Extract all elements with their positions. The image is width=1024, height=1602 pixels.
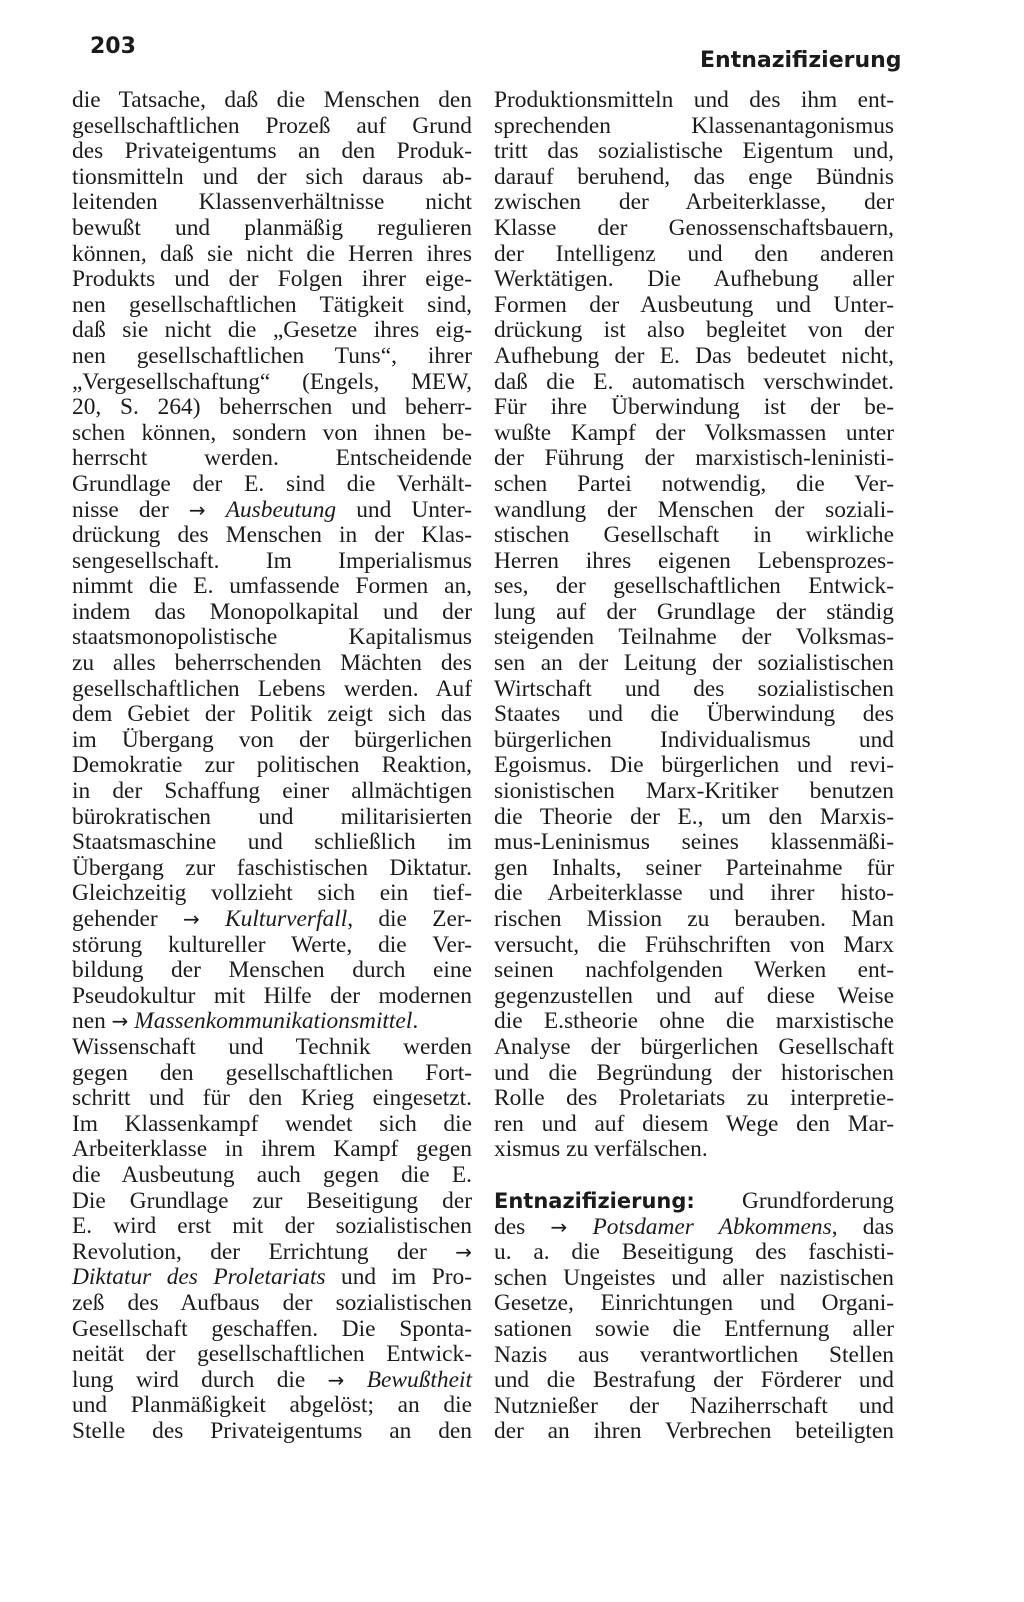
entry-term: Entnazifizierung: (494, 1188, 695, 1213)
text-line: versucht, die Frühschriften von Marx (494, 931, 894, 958)
cross-reference-arrow-icon: → (188, 497, 206, 522)
text-line: nimmt die E. umfassende Formen an, (72, 573, 472, 600)
right-column (494, 88, 894, 1445)
text-line: wandlung der Menschen der soziali- (494, 496, 894, 523)
text-fragment: , die Zer- (347, 906, 472, 932)
text-fragment: , das (831, 1213, 894, 1240)
cross-reference-arrow-icon: → (111, 1009, 129, 1034)
text-line: und die Bestrafung der Förderer und (494, 1367, 894, 1394)
text-fragment: Grundforderung (742, 1187, 894, 1214)
text-line: Klasse der Genossenschaftsbauern, (494, 214, 894, 241)
text-line: zeß des Aufbaus der sozialistischen (72, 1289, 472, 1316)
text-line: schen Partei notwendig, die Ver- (494, 470, 894, 497)
text-line: ses, der gesellschaftlichen Entwick- (494, 573, 894, 600)
text-line: Pseudokultur mit Hilfe der modernen (72, 982, 472, 1009)
text-line: und Planmäßigkeit abgelöst; an die (72, 1392, 472, 1419)
text-line: Formen der Ausbeutung und Unter- (494, 291, 894, 318)
text-fragment: nisse der (72, 496, 169, 523)
text-line: Arbeiterklasse in ihrem Kampf gegen (72, 1136, 472, 1163)
text-line: Demokratie zur politischen Reaktion, (72, 752, 472, 779)
text-line: bürgerlichen Individualismus und (494, 726, 894, 753)
text-line: Aufhebung der E. Das bedeutet nicht, (494, 342, 894, 369)
text-line: die Theorie der E., um den Marxis- (494, 803, 894, 830)
text-line: Wissenschaft und Technik werden (72, 1033, 472, 1060)
text-line: Rolle des Proletariats zu interpretie- (494, 1085, 894, 1112)
text-line: 20, S. 264) beherrschen und beherr- (72, 394, 472, 421)
cross-reference-arrow-icon: → (550, 1214, 568, 1239)
text-line: tritt das sozialistische Eigentum und, (494, 138, 894, 165)
text-line: Im Klassenkampf wendet sich die (72, 1110, 472, 1137)
text-line: wußte Kampf der Volksmassen unter (494, 419, 894, 446)
text-line: bewußt und planmäßig regulieren (72, 214, 472, 241)
text-line: daß die E. automatisch verschwindet. (494, 368, 894, 395)
text-line: gesellschaftlichen Prozeß auf Grund (72, 112, 472, 139)
text-line: leitenden Klassenverhältnisse nicht (72, 189, 472, 216)
text-line: nen gesellschaftlichen Tätigkeit sind, (72, 291, 472, 318)
text-line-with-reference (494, 1215, 894, 1241)
text-line-with-reference (72, 907, 472, 933)
text-line: E. wird erst mit der sozialistischen (72, 1213, 472, 1240)
text-fragment: gehender (72, 906, 158, 932)
text-line: zu alles beherrschenden Mächten des (72, 650, 472, 677)
text-line: indem das Monopolkapital und der (72, 598, 472, 625)
cross-reference-arrow-icon: → (327, 1367, 345, 1392)
text-line: Produkts und der Folgen ihrer eige- (72, 266, 472, 293)
text-line: Nazis aus verantwortlichen Stellen (494, 1341, 894, 1368)
left-column (72, 88, 472, 1444)
cross-reference-diktatur-des-proletariats[interactable]: Diktatur des Proletariats (72, 1264, 326, 1291)
text-line: neität der gesellschaftlichen Entwick- (72, 1341, 472, 1368)
text-line: stischen Gesellschaft in wirkliche (494, 522, 894, 549)
cross-reference-arrow-icon: → (455, 1239, 472, 1264)
running-head: Entnazifizierung (700, 48, 902, 73)
text-line: steigenden Teilnahme der Volksmas- (494, 624, 894, 651)
text-line: Analyse der bürgerlichen Gesellschaft (494, 1033, 894, 1060)
text-line-with-reference (72, 498, 472, 524)
text-line: Staates und die Überwindung des (494, 701, 894, 728)
cross-reference-kulturverfall[interactable]: Kulturverfall (225, 906, 348, 932)
text-line: darauf beruhend, das enge Bündnis (494, 163, 894, 190)
cross-reference-massenkommunikationsmittel[interactable]: Massenkommunikationsmittel (134, 1008, 413, 1035)
text-line: sen an der Leitung der sozialistischen (494, 650, 894, 677)
text-line: Stelle des Privateigentums an den (72, 1417, 472, 1444)
text-line: Staatsmaschine und schließlich im (72, 829, 472, 856)
text-line: drückung ist also begleitet von der (494, 317, 894, 344)
text-line: die Arbeiterklasse und ihrer histo- (494, 880, 894, 907)
text-fragment: . (412, 1008, 419, 1035)
text-fragment: des (494, 1213, 526, 1240)
text-line: u. a. die Beseitigung des faschisti- (494, 1239, 894, 1266)
text-line: der Intelligenz und den anderen (494, 240, 894, 267)
text-line-with-reference (72, 1368, 472, 1394)
text-line: schen können, sondern von ihnen be- (72, 419, 472, 446)
text-line: bürokratischen und militarisierten (72, 803, 472, 830)
text-line-with-reference (72, 1240, 472, 1266)
text-fragment: Revolution, der Errichtung der (72, 1238, 427, 1265)
text-line: lung auf der Grundlage der ständig (494, 598, 894, 625)
text-line: xismus zu verfälschen. (494, 1136, 708, 1163)
text-line: sengesellschaft. Im Imperialismus (72, 547, 472, 574)
text-line: herrscht werden. Entscheidende (72, 445, 472, 472)
text-line: nen gesellschaftlichen Tuns“, ihrer (72, 342, 472, 369)
text-line: Produktionsmitteln und des ihm ent- (494, 87, 894, 113)
text-line: „Vergesellschaftung“ (Engels, MEW, (72, 368, 472, 395)
text-line: Nutznießer der Naziherrschaft und (494, 1392, 894, 1419)
cross-reference-bewusstheit[interactable]: Bewußtheit (366, 1366, 472, 1393)
text-line: seinen nachfolgenden Werken ent- (494, 957, 894, 984)
text-line: zwischen der Arbeiterklasse, der (494, 189, 894, 216)
cross-reference-ausbeutung[interactable]: Ausbeutung (225, 496, 337, 523)
text-line: Gesetze, Einrichtungen und Organi- (494, 1290, 894, 1317)
text-line: gegenzustellen und auf diese Weise (494, 982, 894, 1009)
text-line: sationen sowie die Entfernung aller (494, 1315, 894, 1342)
text-line: der Führung der marxistisch-leninisti- (494, 445, 894, 472)
text-line: die Ausbeutung auch gegen die E. (72, 1161, 472, 1188)
text-line: schen Ungeistes und aller nazistischen (494, 1264, 894, 1291)
text-line: Gleichzeitig vollzieht sich ein tief- (72, 880, 472, 907)
text-line: Egoismus. Die bürgerlichen und revi- (494, 752, 894, 779)
text-fragment: und Unter- (356, 496, 472, 523)
text-line: Die Grundlage zur Beseitigung der (72, 1187, 472, 1214)
text-line-with-reference (72, 1009, 472, 1035)
text-line: schritt und für den Krieg eingesetzt. (72, 1085, 472, 1112)
text-line: Übergang zur faschistischen Diktatur. (72, 854, 472, 881)
text-line: störung kultureller Werte, die Ver- (72, 931, 472, 958)
text-line: der an ihren Verbrechen beteiligten (494, 1418, 894, 1445)
text-line: gesellschaftlichen Lebens werden. Auf (72, 675, 472, 702)
text-line: staatsmonopolistische Kapitalismus (72, 624, 472, 651)
text-line: bildung der Menschen durch eine (72, 957, 472, 984)
text-line: tionsmitteln und der sich daraus ab- (72, 163, 472, 190)
text-line: die E.stheorie ohne die marxistische (494, 1008, 894, 1035)
text-fragment: und im Pro- (341, 1264, 472, 1291)
text-line: daß sie nicht die „Gesetze ihres eig- (72, 317, 472, 344)
text-line: rischen Mission zu berauben. Man (494, 906, 894, 932)
text-line: dem Gebiet der Politik zeigt sich das (72, 701, 472, 728)
text-line: sprechenden Klassenantagonismus (494, 112, 894, 139)
text-line: gegen den gesellschaftlichen Fort- (72, 1059, 472, 1086)
text-line: Herren ihres eigenen Lebensprozes- (494, 547, 894, 574)
text-line: Wirtschaft und des sozialistischen (494, 675, 894, 702)
text-line: Für ihre Überwindung ist der be- (494, 394, 894, 421)
cross-reference-arrow-icon: → (183, 907, 200, 931)
cross-reference-potsdamer-abkommen[interactable]: Potsdamer Abkommens (592, 1213, 832, 1240)
text-fragment: nen (72, 1008, 106, 1035)
text-line: im Übergang von der bürgerlichen (72, 726, 472, 753)
text-fragment: lung wird durch die (72, 1366, 306, 1393)
text-line: in der Schaffung einer allmächtigen (72, 778, 472, 805)
text-line: sionistischen Marx-Kritiker benutzen (494, 778, 894, 805)
text-line: gen Inhalts, seiner Parteinahme für (494, 854, 894, 881)
text-line: ren und auf diesem Wege den Mar- (494, 1110, 894, 1137)
text-line: drückung des Menschen in der Klas- (72, 522, 472, 549)
page-number: 203 (90, 34, 136, 59)
text-line: mus-Leninismus seines klassenmäßi- (494, 829, 894, 856)
text-line: Werktätigen. Die Aufhebung aller (494, 266, 894, 293)
text-line: Gesellschaft geschaffen. Die Sponta- (72, 1315, 472, 1342)
text-line: des Privateigentums an den Produk- (72, 138, 472, 165)
text-line: und die Begründung der historischen (494, 1059, 894, 1086)
entry-heading-line (494, 1189, 894, 1215)
text-line: die Tatsache, daß die Menschen den (72, 87, 472, 113)
text-line-with-reference (72, 1265, 472, 1291)
text-line: können, daß sie nicht die Herren ihres (72, 240, 472, 267)
text-line: Grundlage der E. sind die Verhält- (72, 470, 472, 497)
